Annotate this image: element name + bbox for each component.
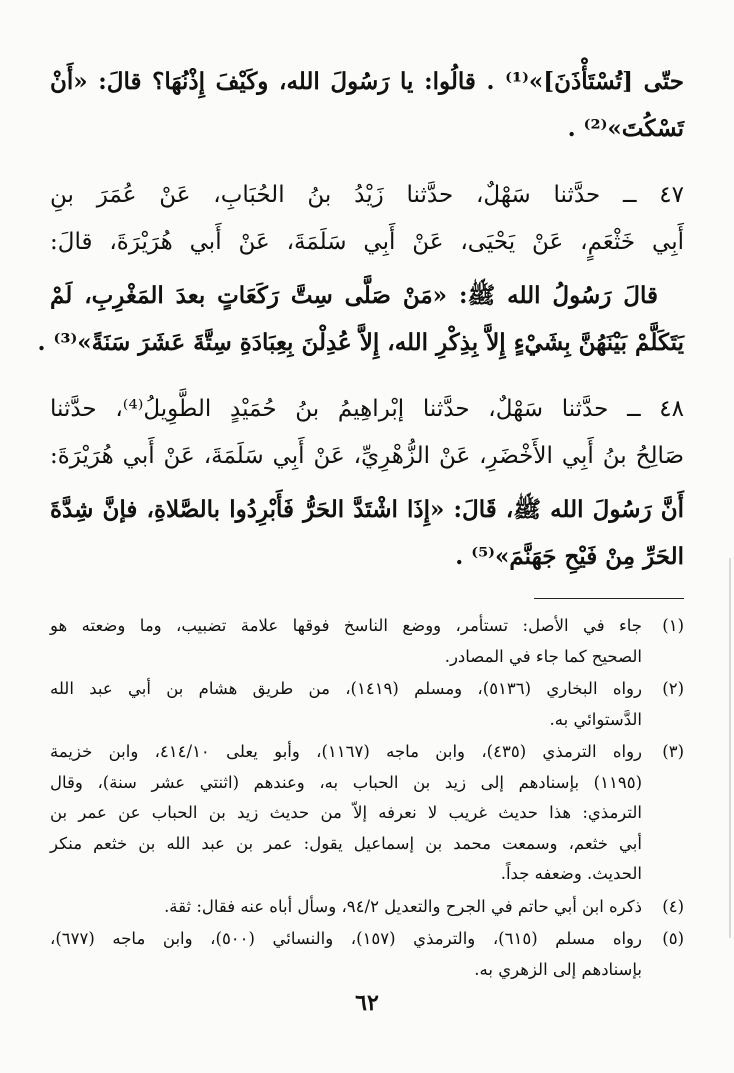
footnote-line: الصحيح كما جاء في المصادر. — [444, 646, 642, 666]
footnote-4 — [50, 892, 684, 923]
footnote-line: ذكره ابن أبي حاتم في الجرح والتعديل ٩٤/٢، وسأل أباه عنه فقال: ثقة. — [164, 896, 642, 916]
footnote-number: (٥) — [662, 929, 684, 948]
hadith-48-matn-line-1: أَنَّ رَسُولَ الله ﷺ، قَالَ: «إِذَا اشْتَدَّ الحَرُّ فَأَبْرِدُوا بالصَّلاةِ، فإنَّ شِدَّةَ — [50, 496, 684, 523]
intro-paragraph — [50, 58, 684, 152]
footnote-number: (٤) — [662, 896, 684, 916]
hadith-47-matn-line-2: يَتَكَلَّمْ بَيْنَهُنَّ بِشَيْءٍ إِلاَّ بِذِكْرِ الله، إِلاَّ عُدِلْنَ بِعِبَادَةِ سِتَّةَ عَشَرَ سَنَةً»⁽³⁾ . — [37, 329, 684, 356]
page-edge-shadow — [729, 558, 731, 938]
footnote-5 — [50, 924, 684, 985]
hadith-47-matn — [37, 272, 684, 366]
footnote-line: رواه مسلم (٦١٥)، والترمذي (١٥٧)، والنسائي (٥٠٠)، وابن ماجه (٦٧٧)، — [50, 929, 642, 948]
hadith-47-isnad-line-1: ٤٧ ــ حدَّثنا سَهْلٌ، حدَّثنا زَيْدُ بنُ الحُبَابِ، عَنْ عُمَرَ بنِ — [50, 182, 684, 208]
footnote-line: رواه البخاري (٥١٣٦)، ومسلم (١٤١٩)، من طريق هشام بن أبي عبد الله — [50, 679, 642, 698]
hadith-47-isnad-line-2: أَبِي خَثْعَمٍ، عَنْ يَحْيَى، عَنْ أَبِي سَلَمَةَ، عَنْ أَبي هُرَيْرَةَ، قالَ: — [50, 229, 684, 255]
footnote-line: (١١٩٥) بإسنادهم إلى زيد بن الحباب به، وعندهم (اثنتي عشر سنة)، وقال — [50, 772, 642, 792]
hadith-48-isnad — [50, 386, 684, 480]
footnote-line: أبي خثعم، وسمعت محمد بن إسماعيل يقول: عمر بن عبد الله بن خثعم منكر — [50, 833, 642, 853]
footnote-1 — [50, 611, 684, 672]
hadith-47-isnad — [50, 172, 684, 266]
intro-line-2: تَسْكُتَ»⁽²⁾ . — [567, 115, 684, 142]
page-body — [37, 58, 685, 987]
footnote-separator — [534, 598, 684, 599]
footnote-line: رواه الترمذي (٤٣٥)، وابن ماجه (١١٦٧)، وأبو يعلى ٤١٤/١٠، وابن خزيمة — [50, 742, 643, 761]
footnote-line: الترمذي: هذا حديث غريب لا نعرفه إلاّ من حديث زيد بن الحباب عن عمر بن — [50, 803, 642, 822]
hadith-48-matn — [50, 486, 684, 580]
hadith-47-matn-line-1: قالَ رَسُولُ الله ﷺ: «مَنْ صَلَّى سِتَّ رَكَعَاتٍ بعدَ المَغْرِبِ، لَمْ — [50, 282, 658, 309]
page-number: ٦٢ — [355, 990, 379, 1016]
intro-line-1: حتّى [تُسْتَأْذَنَ]»⁽¹⁾ . قالُوا: يا رَسُولَ الله، وكَيْفَ إِذْنُهَا؟ قالَ: «أَنْ — [50, 68, 685, 95]
footnote-line: جاء في الأصل: تستأمر، ووضع الناسخ فوقها علامة تضبيب، وما وضعته هو — [50, 616, 642, 635]
footnote-line: الحديث. وضعفه جداً. — [500, 864, 642, 883]
footnote-number: (٣) — [662, 742, 684, 761]
hadith-48-isnad-line-1: ٤٨ ــ حدَّثنا سَهْلٌ، حدَّثنا إبْراهِيمُ بنُ حُمَيْدٍ الطَّوِيلُ⁽⁴⁾، حدَّثنا — [50, 396, 685, 422]
footnote-number: (٢) — [662, 679, 684, 698]
footnote-line: الدَّستوائي به. — [549, 709, 642, 729]
footnotes — [50, 611, 684, 985]
hadith-48-matn-line-2: الحَرِّ مِنْ فَيْحِ جَهَنَّمَ»⁽⁵⁾ . — [455, 543, 684, 570]
footnote-3 — [50, 737, 684, 890]
footnote-2 — [50, 674, 684, 735]
hadith-48-isnad-line-2: صَالِحُ بنُ أَبِي الأَخْضَرِ، عَنْ الزُّهْرِيِّ، عَنْ أَبِي سَلَمَةَ، عَنْ أَبي هُرَيْرَةَ: — [50, 443, 684, 469]
footnote-number: (١) — [662, 616, 684, 635]
footnote-line: بإسنادهم إلى الزهري به. — [474, 959, 642, 979]
